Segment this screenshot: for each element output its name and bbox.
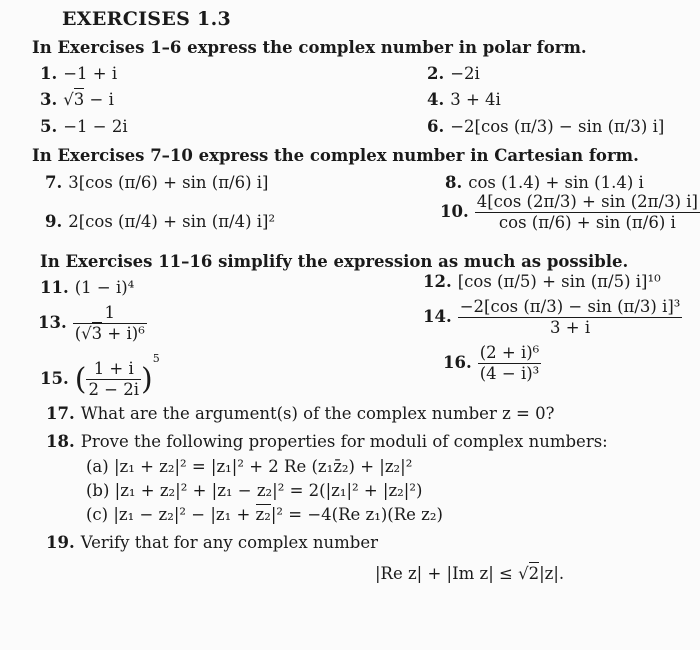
fraction — [458, 297, 683, 338]
exercise-number: 7. — [45, 173, 63, 192]
exercise-number: 3. — [40, 90, 58, 109]
expression-part: |z|. — [539, 564, 565, 583]
exercise-expression: 3[cos (π/6) + sin (π/6) i] — [68, 173, 269, 192]
denominator: (√3 + i)⁶ — [74, 324, 145, 343]
exercise-3: 3. √3 − i — [40, 90, 114, 109]
exercise-6 — [427, 117, 664, 136]
exercise-expression: cos (1.4) + sin (1.4) i — [468, 173, 644, 192]
exercise-2 — [427, 64, 480, 83]
exercise-11 — [40, 278, 134, 297]
exercise-16 — [443, 343, 541, 384]
exercise-number: 10. — [440, 202, 469, 221]
exercise-5 — [40, 117, 128, 136]
exercise-number: 17. — [46, 404, 75, 423]
exercise-number: 11. — [40, 278, 69, 297]
exercise-number: 1. — [40, 64, 58, 83]
exercise-number: 4. — [427, 90, 445, 109]
exercise-13 — [38, 303, 147, 344]
exercise-expression: −2i — [450, 64, 480, 83]
exercise-8 — [445, 173, 644, 192]
exercise-expression: −2[cos (π/3) − sin (π/3) i] — [450, 117, 665, 136]
denominator: 3 + i — [550, 318, 591, 337]
numerator: 1 + i — [86, 359, 141, 380]
exercise-text: What are the argument(s) of the complex number z = 0? — [80, 404, 555, 423]
exercise-number: 5. — [40, 117, 58, 136]
radicand: 2 — [528, 564, 540, 583]
exercise-9 — [45, 212, 275, 231]
exercise-10 — [440, 192, 700, 233]
exercise-18b: (b) |z₁ + z₂|² + |z₁ − z₂|² = 2(|z₁|² + |z₂|²) — [86, 481, 423, 500]
fraction — [73, 303, 147, 344]
numerator: 1 — [73, 303, 147, 324]
exercise-number: 2. — [427, 64, 445, 83]
expression-part: |² = −4(Re z₁)(Re z₂) — [270, 505, 443, 524]
numerator: (2 + i)⁶ — [479, 343, 540, 362]
denominator-rest: + i)⁶ — [102, 324, 145, 343]
exercise-number: 15. — [40, 369, 69, 388]
denominator: cos (π/6) + sin (π/6) i — [498, 213, 676, 232]
exercise-15 — [40, 352, 160, 400]
exercise-18 — [46, 432, 608, 451]
exercise-expression: (1 − i)⁴ — [74, 278, 135, 297]
exercise-number: 14. — [423, 307, 452, 326]
fraction — [86, 359, 141, 400]
page-title: EXERCISES 1.3 — [62, 8, 231, 30]
exercise-expression: 2[cos (π/4) + sin (π/4) i]² — [68, 212, 276, 231]
exercise-18c — [86, 505, 443, 524]
denominator: (4 − i)³ — [479, 364, 540, 383]
exercise-number: 9. — [45, 212, 63, 231]
exercise-text: Verify that for any complex number — [80, 533, 378, 552]
exercise-expression: [cos (π/5) + sin (π/5) i]¹⁰ — [457, 272, 661, 291]
exercise-expression: − i — [84, 90, 114, 109]
exercise-expression: 3 + 4i — [450, 90, 501, 109]
exercise-number: 12. — [423, 272, 452, 291]
denominator: 2 − 2i — [88, 380, 140, 399]
section-heading-1: In Exercises 1–6 express the complex number in polar form. — [32, 38, 587, 57]
exercise-number: 18. — [46, 432, 75, 451]
radicand: 3 — [91, 324, 103, 343]
exercise-number: 16. — [443, 353, 472, 372]
section-heading-2: In Exercises 7–10 express the complex number in Cartesian form. — [32, 146, 639, 165]
exercise-expression: −1 + i — [63, 64, 118, 83]
exercise-7 — [45, 173, 269, 192]
exercise-expression: −1 − 2i — [63, 117, 128, 136]
exercise-number: 19. — [46, 533, 75, 552]
fraction — [475, 192, 700, 233]
exercise-1 — [40, 64, 117, 83]
fraction — [478, 343, 542, 384]
expression-part: (c) |z₁ − z₂|² − |z₁ + — [86, 505, 256, 524]
conjugate: z₂ — [255, 505, 271, 524]
exercise-19-inequality — [375, 564, 564, 583]
exercise-14 — [423, 297, 682, 338]
exercise-text: Prove the following properties for moduli of complex numbers: — [80, 432, 608, 451]
exercise-18a: (a) |z₁ + z₂|² = |z₁|² + 2 Re (z₁z̄₂) + |z₂|² — [86, 457, 413, 476]
exponent: 5 — [152, 352, 160, 365]
exercise-19 — [46, 533, 378, 552]
exercise-number: 6. — [427, 117, 445, 136]
expression-part: |Re z| + |Im z| ≤ √ — [375, 564, 529, 583]
exercise-4 — [427, 90, 501, 109]
exercise-number: 8. — [445, 173, 463, 192]
radicand: 3 — [73, 90, 85, 109]
paren: ( — [74, 324, 82, 343]
exercise-17 — [46, 404, 554, 423]
right-paren: ) — [141, 362, 153, 397]
exercise-number: 13. — [38, 313, 67, 332]
section-heading-3: In Exercises 11–16 simplify the expression as much as possible. — [40, 252, 629, 271]
left-paren: ( — [74, 362, 87, 397]
numerator: 4[cos (2π/3) + sin (2π/3) i] — [476, 192, 698, 211]
exercise-12 — [423, 272, 661, 291]
numerator: −2[cos (π/3) − sin (π/3) i]³ — [459, 297, 681, 316]
